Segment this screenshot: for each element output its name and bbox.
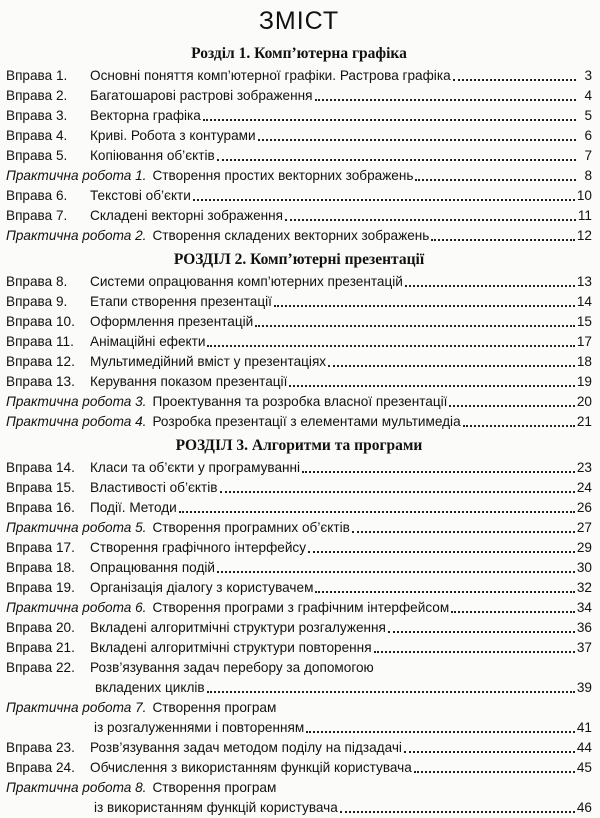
entry-label: Практична робота 8. (6, 780, 147, 795)
entry-label: Вправа 11. (6, 334, 74, 349)
entry-title: Вкладені алгоритмічні структури розгалуження (90, 620, 386, 635)
entry-page-number: 5 (584, 108, 592, 123)
entry-page-number: 13 (576, 274, 592, 289)
entry-label: Практична робота 5. (6, 520, 147, 535)
entry-label: Вправа 16. (6, 500, 75, 515)
toc-entry[interactable] (6, 558, 592, 578)
entry-label: Практична робота 2. (6, 228, 147, 243)
entry-title: Вкладені алгоритмічні структури повторення (90, 640, 372, 655)
dot-leader (289, 384, 575, 387)
entry-page-number: 11 (577, 208, 592, 223)
toc-entry-continuation[interactable] (6, 798, 592, 818)
dot-leader (258, 138, 576, 141)
entry-page-number: 10 (576, 188, 592, 203)
dot-leader (193, 198, 575, 201)
entry-title-continued: вкладених циклів (95, 680, 205, 695)
entry-page-number: 30 (576, 560, 592, 575)
entry-title: Анімаційні ефекти (90, 334, 206, 349)
toc-entry-continuation[interactable] (6, 718, 592, 738)
entry-page-number: 39 (576, 680, 592, 695)
entry-title: Розробка презентації з елементами мультимедіа (152, 414, 461, 429)
toc-entry[interactable] (6, 312, 592, 332)
entry-page-number: 21 (576, 414, 592, 429)
toc-entry[interactable] (6, 392, 592, 412)
toc-entry[interactable] (6, 658, 592, 678)
entry-page-number: 26 (576, 500, 592, 515)
entry-title: Проектування та розробка власної презентації (152, 394, 448, 409)
toc-entry[interactable] (6, 618, 592, 638)
entry-label: Вправа 23. (6, 740, 75, 755)
toc-entry[interactable] (6, 332, 592, 352)
entry-title: Текстові об’єкти (90, 188, 191, 203)
dot-leader (328, 364, 575, 367)
entry-label: Вправа 8. (6, 274, 68, 289)
entry-label: Практична робота 6. (6, 600, 147, 615)
section-heading: РОЗДІЛ 3. Алгоритми та програми (175, 437, 423, 454)
dot-leader (315, 590, 574, 593)
entry-page-number: 18 (576, 354, 592, 369)
toc-entry[interactable] (6, 86, 592, 106)
entry-label: Вправа 17. (6, 540, 75, 555)
dot-leader (217, 570, 575, 573)
toc-entry[interactable] (6, 458, 592, 478)
dot-leader (285, 218, 576, 221)
entry-label: Вправа 22. (6, 660, 75, 675)
entry-label: Вправа 3. (6, 108, 68, 123)
toc-entry[interactable] (6, 66, 592, 86)
entry-title: Мультимедійний вміст у презентаціях (90, 354, 327, 369)
toc-entry[interactable] (6, 698, 592, 718)
entry-title: Етапи створення презентації (90, 294, 272, 309)
entry-title: Копіювання об’єктів (90, 148, 215, 163)
toc-entry[interactable] (6, 186, 592, 206)
dot-leader (431, 238, 575, 241)
entry-label: Вправа 20. (6, 620, 75, 635)
dot-leader (302, 470, 575, 473)
entry-page-number: 4 (584, 88, 592, 103)
entry-title: Системи опрацювання комп’ютерних презентацій (90, 274, 403, 289)
entry-label: Вправа 9. (6, 294, 68, 309)
toc-entry-continuation[interactable] (6, 678, 592, 698)
entry-label: Вправа 1. (6, 68, 68, 83)
entry-page-number: 6 (584, 128, 592, 143)
entry-label: Вправа 13. (6, 374, 75, 389)
entry-label: Вправа 6. (6, 188, 68, 203)
entry-page-number: 29 (576, 540, 592, 555)
entry-title-continued: із розгалуженнями і повторенням (94, 720, 305, 735)
toc-entry[interactable] (6, 352, 592, 372)
entry-page-number: 14 (576, 294, 592, 309)
entry-title: Обчислення з використанням функцій користувача (90, 760, 412, 775)
toc-entry[interactable] (6, 638, 592, 658)
entry-title: Створення складених векторних зображень (152, 228, 430, 243)
dot-leader (453, 78, 576, 81)
dot-leader (203, 118, 576, 121)
entry-page-number: 15 (576, 314, 592, 329)
toc-entry[interactable] (6, 538, 592, 558)
entry-title: Класи та об’єкти у програмуванні (90, 460, 301, 475)
entry-title: Опрацювання подій (90, 560, 215, 575)
toc-entry[interactable] (6, 206, 592, 226)
entry-label: Практична робота 3. (6, 394, 147, 409)
entry-title: Оформлення презентацій (90, 314, 254, 329)
toc-entry[interactable] (6, 498, 592, 518)
entry-label: Практична робота 4. (6, 414, 147, 429)
entry-title: Криві. Робота з контурами (90, 128, 256, 143)
toc-entry[interactable] (6, 578, 592, 598)
dot-leader (404, 750, 575, 753)
section-heading: РОЗДІЛ 2. Комп’ютерні презентації (173, 251, 425, 268)
dot-leader (220, 490, 575, 493)
entry-page-number: 17 (576, 334, 592, 349)
entry-title: Складені векторні зображення (90, 208, 284, 223)
entry-label: Вправа 19. (6, 580, 75, 595)
dot-leader (308, 550, 575, 553)
entry-label: Вправа 5. (6, 148, 68, 163)
toc-entry[interactable] (6, 372, 592, 392)
entry-page-number: 46 (576, 800, 592, 815)
entry-page-number: 12 (576, 228, 592, 243)
entry-title: Розв’язування задач перебору за допомогою (90, 660, 374, 675)
toc-entry[interactable] (6, 272, 592, 292)
entry-label: Вправа 15. (6, 480, 75, 495)
toc-entry[interactable] (6, 412, 592, 432)
toc-entry[interactable] (6, 478, 592, 498)
toc-entry[interactable] (6, 738, 592, 758)
entry-title: Властивості об’єктів (90, 480, 218, 495)
dot-leader (463, 424, 575, 427)
entry-page-number: 36 (576, 620, 592, 635)
entry-title: Розв’язування задач методом поділу на підзадачі (90, 740, 402, 755)
entry-title: Створення програм (152, 700, 277, 715)
entry-title: Векторна графіка (90, 108, 201, 123)
toc-entry[interactable] (6, 126, 592, 146)
entry-label: Практична робота 1. (6, 168, 147, 183)
dot-leader (449, 404, 574, 407)
entry-page-number: 44 (576, 740, 592, 755)
dot-leader (306, 730, 575, 733)
entry-label: Вправа 18. (6, 560, 75, 575)
entry-page-number: 23 (576, 460, 592, 475)
entry-page-number: 34 (576, 600, 592, 615)
entry-label: Вправа 4. (6, 128, 68, 143)
entry-page-number: 37 (576, 640, 592, 655)
entry-page-number: 45 (576, 760, 592, 775)
dot-leader (217, 158, 576, 161)
toc-list (6, 42, 592, 818)
entry-title: Події. Методи (90, 500, 177, 515)
dot-leader (414, 770, 575, 773)
entry-page-number: 3 (584, 68, 592, 83)
dot-leader (374, 650, 575, 653)
toc-entry[interactable] (6, 758, 592, 778)
entry-page-number: 24 (576, 480, 592, 495)
entry-title: Створення програм (152, 780, 277, 795)
dot-leader (352, 530, 575, 533)
dot-leader (274, 304, 575, 307)
entry-title: Організація діалогу з користувачем (90, 580, 314, 595)
toc-entry[interactable] (6, 146, 592, 166)
entry-title: Основні поняття комп’ютерної графіки. Растрова графіка (90, 68, 451, 83)
entry-title: Створення програми з графічним інтерфейсом (152, 600, 450, 615)
toc-entry[interactable] (6, 598, 592, 618)
toc-entry[interactable] (6, 778, 592, 798)
entry-label: Вправа 12. (6, 354, 75, 369)
entry-title: Створення простих векторних зображень (152, 168, 414, 183)
toc-entry[interactable] (6, 166, 592, 186)
entry-page-number: 41 (576, 720, 592, 735)
dot-leader (207, 690, 575, 693)
entry-label: Вправа 10. (6, 314, 75, 329)
page-title: ЗМІСТ (258, 7, 340, 35)
entry-label: Практична робота 7. (6, 700, 147, 715)
entry-label: Вправа 7. (6, 208, 68, 223)
dot-leader (451, 610, 575, 613)
toc-entry[interactable] (6, 292, 592, 312)
entry-page-number: 8 (584, 168, 592, 183)
entry-title: Багатошарові растрові зображення (90, 88, 313, 103)
dot-leader (415, 178, 576, 181)
entry-title-continued: із використанням функцій користувача (94, 800, 338, 815)
toc-entry[interactable] (6, 518, 592, 538)
entry-label: Вправа 2. (6, 88, 68, 103)
entry-title: Керування показом презентації (90, 374, 288, 389)
entry-page-number: 7 (584, 148, 592, 163)
entry-page-number: 20 (576, 394, 592, 409)
dot-leader (388, 630, 575, 633)
entry-label: Вправа 24. (6, 760, 75, 775)
entry-label: Вправа 21. (6, 640, 75, 655)
dot-leader (179, 510, 575, 513)
toc-entry[interactable] (6, 106, 592, 126)
entry-label: Вправа 14. (6, 460, 75, 475)
dot-leader (315, 98, 577, 101)
entry-title: Створення програмних об’єктів (152, 520, 350, 535)
entry-page-number: 19 (576, 374, 592, 389)
entry-title: Створення графічного інтерфейсу (90, 540, 307, 555)
entry-page-number: 32 (576, 580, 592, 595)
dot-leader (255, 324, 575, 327)
toc-entry[interactable] (6, 226, 592, 246)
dot-leader (340, 810, 575, 813)
dot-leader (405, 284, 575, 287)
dot-leader (207, 344, 574, 347)
entry-page-number: 27 (576, 520, 592, 535)
section-heading: Розділ 1. Комп’ютерна графіка (191, 45, 407, 62)
